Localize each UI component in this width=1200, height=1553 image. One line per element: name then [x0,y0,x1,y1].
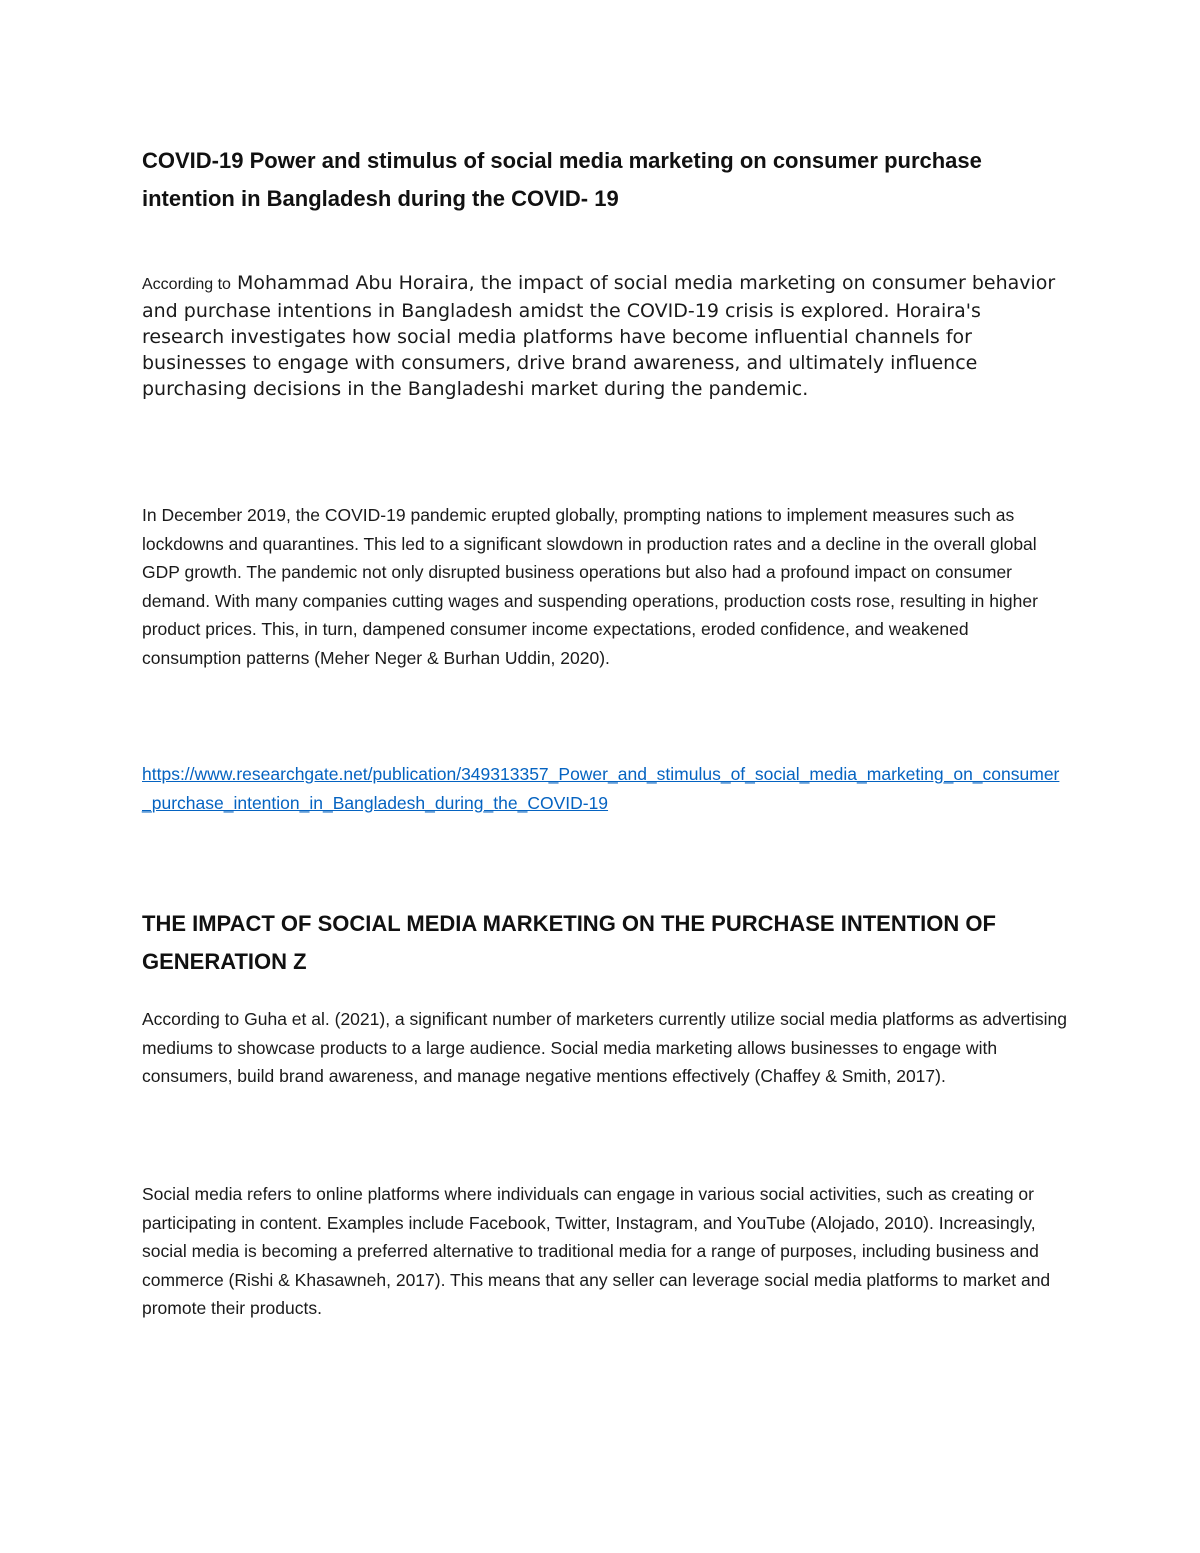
section1-intro-paragraph [142,270,1062,402]
section2-paragraph1: According to Guha et al. (2021), a significant number of marketers currently utilize social media platforms as advertising mediums to showcase products to a large audience. Social media marketing allows businesses to engage with consumers, build brand awareness, and manage negative mentions effectively (Chaffey & Smith, 2017). [142,1009,1068,1086]
section2-title: THE IMPACT OF SOCIAL MEDIA MARKETING ON THE PURCHASE INTENTION OF GENERATION Z [142,911,996,974]
reference-link-block [142,760,1062,817]
intro-lead-text: According to [142,276,231,293]
intro-body-text: Mohammad Abu Horaira, the impact of social media marketing on consumer behavior and purchase intentions in Bangladesh amidst the COVID-19 crisis is explored. Horaira's research investigates how social media platforms have become influential channels for businesses to engage with consumers, drive brand awareness, and ultimately influence purchasing decisions in the Bangladeshi market during the pandemic. [142,272,1056,400]
section2-paragraph2: Social media refers to online platforms where individuals can engage in various social activities, such as creating or participating in content. Examples include Facebook, Twitter, Instagram, and YouTube (Alojado, 2010). Increasingly, social media is becoming a preferred alternative to traditional media for a range of purposes, including business and commerce (Rishi & Khasawneh, 2017). This means that any seller can leverage social media platforms to market and promote their products. [142,1184,1051,1318]
researchgate-link[interactable]: https://www.researchgate.net/publication/349313357_Power_and_stimulus_of_social_media_marketing_on_consumer_purchase_intention_in_Bangladesh_during_the_COVID-19 [142,764,1060,813]
section1-paragraph2: In December 2019, the COVID-19 pandemic erupted globally, prompting nations to implement measures such as lockdowns and quarantines. This led to a significant slowdown in production rates and a decline in the overall global GDP growth. The pandemic not only disrupted business operations but also had a profound impact on consumer demand. With many companies cutting wages and suspending operations, production costs rose, resulting in higher product prices. This, in turn, dampened consumer income expectations, eroded confidence, and weakened consumption patterns (Meher Neger & Burhan Uddin, 2020). [142,505,1038,668]
section1-title: COVID-19 Power and stimulus of social media marketing on consumer purchase intention in Bangladesh during the COVID- 19 [142,148,982,211]
